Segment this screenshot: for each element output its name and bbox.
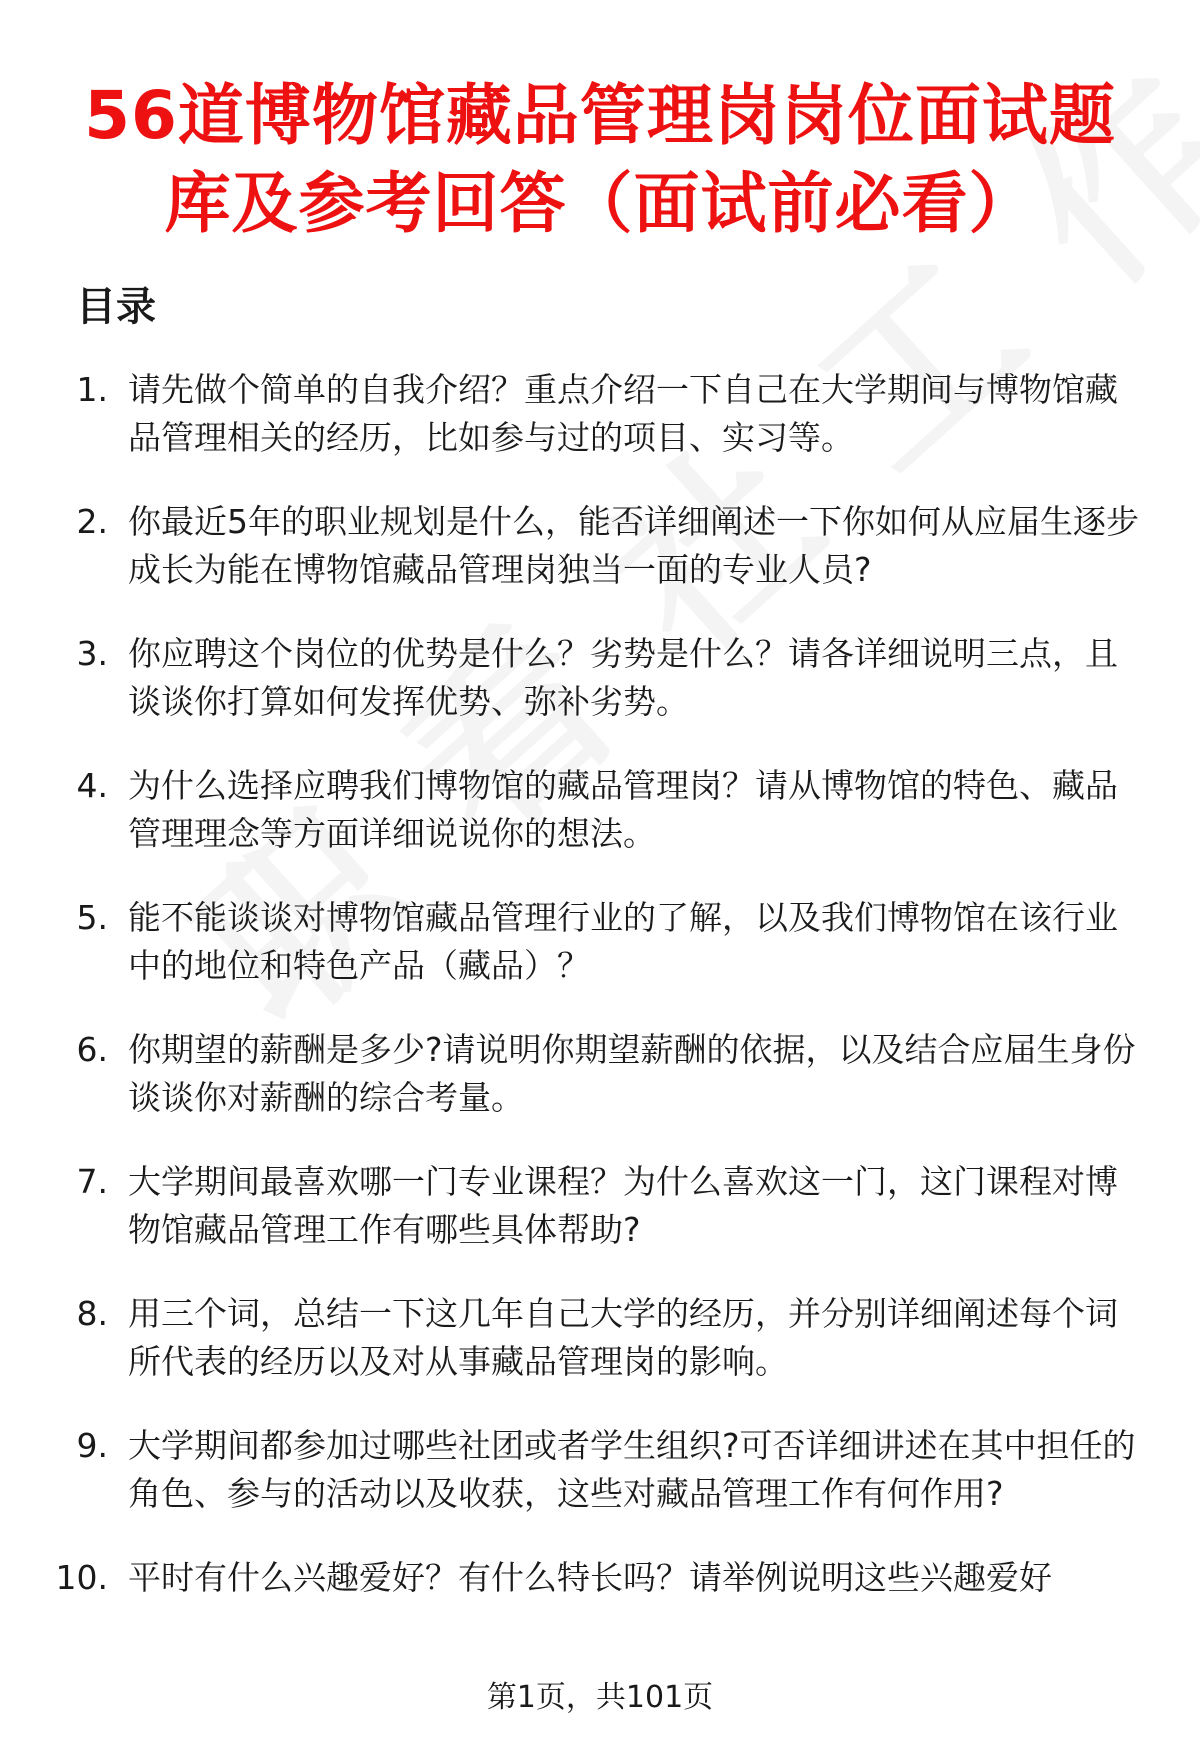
toc-item[interactable] [0,1422,1200,1518]
toc-item-text: 你应聘这个岗位的优势是什么？劣势是什么？请各详细说明三点，且谈谈你打算如何发挥优势、弥补劣势。 [128,634,1118,721]
toc-item-text: 大学期间都参加过哪些社团或者学生组织?可否详细讲述在其中担任的角色、参与的活动以及收获，这些对藏品管理工作有何作用? [128,1426,1136,1513]
toc-list [0,366,1200,1638]
page-footer: 第1页，共101页 [486,1680,714,1715]
title-line-2: 库及参考回答（面试前必看） [164,165,1036,242]
page-title [0,72,1200,248]
toc-item-text: 为什么选择应聘我们博物馆的藏品管理岗？请从博物馆的特色、藏品管理理念等方面详细说说你的想法。 [128,766,1118,853]
toc-item[interactable] [0,1158,1200,1254]
toc-item-number: 8. [76,1294,108,1333]
toc-item-number: 5. [76,898,108,937]
toc-item-text: 大学期间最喜欢哪一门专业课程？为什么喜欢这一门，这门课程对博物馆藏品管理工作有哪些具体帮助? [128,1162,1118,1249]
toc-item-number: 4. [76,766,108,805]
toc-item-number: 1. [76,370,108,409]
toc-item-number: 2. [76,502,108,541]
toc-item-text: 请先做个简单的自我介绍？重点介绍一下自己在大学期间与博物馆藏品管理相关的经历，比如参与过的项目、实习等。 [128,370,1118,457]
toc-item-text: 能不能谈谈对博物馆藏品管理行业的了解，以及我们博物馆在该行业中的地位和特色产品（藏品）？ [128,898,1118,985]
toc-item[interactable] [0,894,1200,990]
toc-item-text: 用三个词，总结一下这几年自己大学的经历，并分别详细阐述每个词所代表的经历以及对从事藏品管理岗的影响。 [128,1294,1118,1381]
toc-item-number: 6. [76,1030,108,1069]
toc-item[interactable] [0,1554,1200,1602]
title-line-1: 56道博物馆藏品管理岗岗位面试题 [84,77,1116,154]
toc-item-text: 你最近5年的职业规划是什么，能否详细阐述一下你如何从应届生逐步成长为能在博物馆藏品管理岗独当一面的专业人员? [128,502,1139,589]
toc-item[interactable] [0,366,1200,462]
toc-item-text: 你期望的薪酬是多少?请说明你期望薪酬的依据，以及结合应届生身份谈谈你对薪酬的综合考量。 [128,1030,1136,1117]
toc-item[interactable] [0,1290,1200,1386]
toc-item[interactable] [0,1026,1200,1122]
toc-item[interactable] [0,762,1200,858]
toc-item[interactable] [0,498,1200,594]
toc-item-number: 3. [76,634,108,673]
toc-item-text: 平时有什么兴趣爱好？有什么特长吗？请举例说明这些兴趣爱好 [128,1558,1052,1597]
toc-item-number: 7. [76,1162,108,1201]
toc-item-number: 10. [55,1558,108,1597]
toc-item[interactable] [0,630,1200,726]
toc-item-number: 9. [76,1426,108,1465]
toc-heading: 目录 [76,284,156,330]
